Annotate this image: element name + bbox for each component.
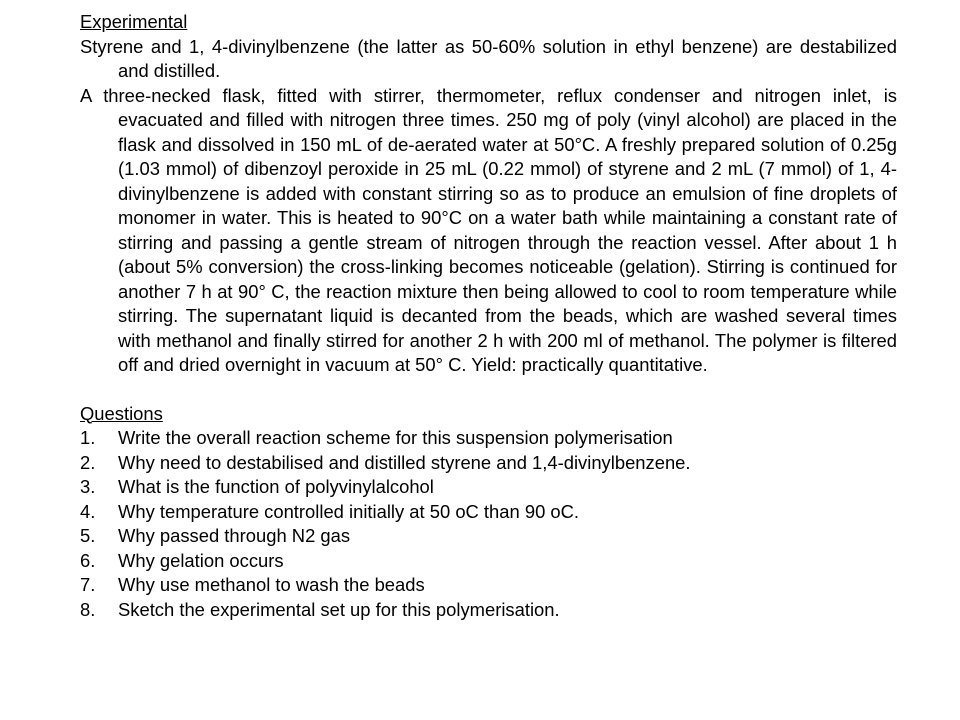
- experimental-heading: Experimental: [80, 11, 188, 32]
- questions-list: [80, 426, 897, 622]
- question-text: Why gelation occurs: [118, 549, 284, 571]
- question-item: [80, 598, 897, 623]
- question-text: Why need to destabilised and distilled styrene and 1,4-divinylbenzene.: [118, 451, 691, 473]
- document-content: [80, 10, 897, 622]
- question-item: [80, 524, 897, 549]
- question-number: 3.: [80, 476, 96, 497]
- question-item: [80, 475, 897, 500]
- question-item: [80, 426, 897, 451]
- question-text: Why use methanol to wash the beads: [118, 574, 425, 595]
- question-item: [80, 451, 897, 476]
- question-item: [80, 573, 897, 598]
- question-text: Why temperature controlled initially at 50 oC than 90 oC.: [118, 500, 580, 522]
- question-number: 7.: [80, 574, 96, 595]
- section-spacer: [80, 378, 897, 402]
- questions-heading: Questions: [80, 402, 163, 424]
- experimental-paragraph-2: A three-necked flask, fitted with stirrer, thermometer, reflux condenser and nitrogen inlet, is evacuated and filled with nitrogen three times. 250 mg of poly (vinyl alcohol) are placed in the flask and dissolved in 150 mL of de-aerated water at 50°C. A freshly prepared solution of 0.25g (1.03 mmol) of dibenzoyl peroxide in 25 mL (0.22 mmol) of styrene and 2 mL (7 mmol) of 1, 4-divinylbenzene is added with constant stirring so as to produce an emulsion of fine droplets of monomer in water. This is heated to 90°C on a water bath while maintaining a constant rate of stirring and passing a gentle stream of nitrogen through the reaction vessel. After about 1 h (about 5% conversion) the cross-linking becomes noticeable (gelation). Stirring is continued for another 7 h at 90° C, the reaction mixture then being allowed to cool to room temperature while stirring. The supernatant liquid is decanted from the beads, which are washed several times with methanol and finally stirred for another 2 h with 200 ml of methanol. The polymer is filtered off and dried overnight in vacuum at 50° C. Yield: practically quantitative.: [80, 84, 897, 375]
- question-number: 5.: [80, 525, 96, 546]
- question-text: Why passed through N2 gas: [118, 525, 351, 546]
- question-text: Sketch the experimental set up for this polymerisation.: [118, 598, 560, 620]
- question-number: 8.: [80, 598, 96, 620]
- question-number: 2.: [80, 451, 96, 473]
- experimental-paragraph-1: Styrene and 1, 4-divinylbenzene (the latter as 50-60% solution in ethyl benzene) are destabilized and distilled.: [80, 35, 897, 81]
- question-text: What is the function of polyvinylalcohol: [118, 476, 434, 497]
- question-number: 6.: [80, 549, 96, 571]
- question-number: 4.: [80, 500, 96, 522]
- question-text: Write the overall reaction scheme for this suspension polymerisation: [118, 427, 673, 448]
- question-item: [80, 500, 897, 525]
- question-item: [80, 549, 897, 574]
- question-number: 1.: [80, 427, 96, 448]
